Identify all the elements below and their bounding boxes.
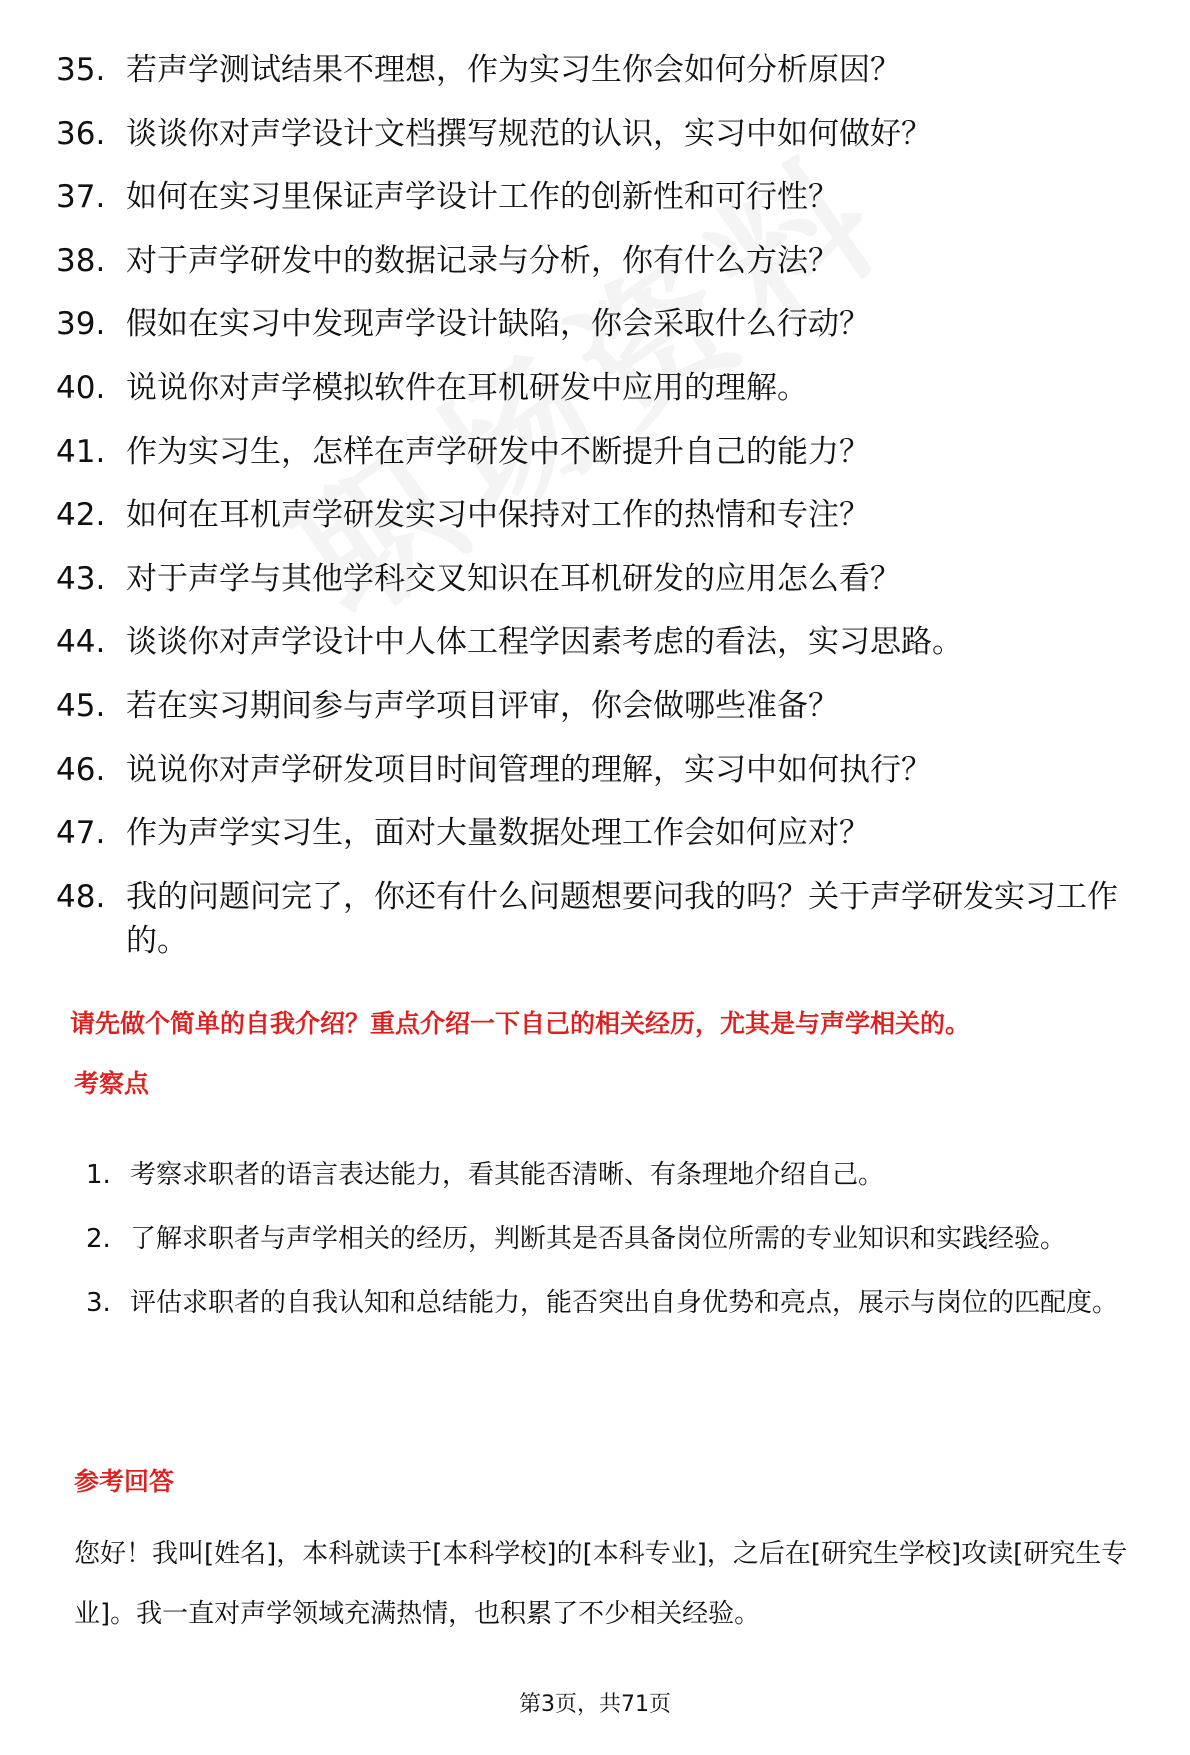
question-item [56, 239, 1156, 283]
point-text: 了解求职者与声学相关的经历，判断其是否具备岗位所需的专业知识和实践经验。 [130, 1224, 1067, 1254]
question-text: 谈谈你对声学设计中人体工程学因素考虑的看法，实习思路。 [126, 624, 963, 661]
point-number: 1. [86, 1160, 111, 1190]
point-number: 2. [86, 1224, 111, 1254]
assessment-point [86, 1146, 1166, 1204]
question-item [56, 366, 1156, 410]
question-item [56, 748, 1156, 792]
question-item [56, 493, 1156, 537]
question-item [56, 302, 1156, 346]
question-item [56, 430, 1156, 474]
question-number: 36. [56, 115, 106, 152]
point-text: 评估求职者的自我认知和总结能力，能否突出自身优势和亮点，展示与岗位的匹配度。 [130, 1288, 1119, 1318]
question-text: 说说你对声学模拟软件在耳机研发中应用的理解。 [126, 369, 808, 406]
question-text: 我的问题问完了，你还有什么问题想要问我的吗？关于声学研发实习工作的。 [126, 878, 1118, 959]
question-list [56, 48, 1156, 982]
assessment-points-heading: 考察点 [74, 1069, 150, 1098]
question-text: 对于声学研发中的数据记录与分析，你有什么方法？ [126, 242, 839, 279]
point-text: 考察求职者的语言表达能力，看其能否清晰、有条理地介绍自己。 [130, 1160, 885, 1190]
question-number: 39. [56, 306, 106, 343]
question-number: 43. [56, 560, 106, 597]
question-number: 44. [56, 624, 106, 661]
question-number: 35. [56, 52, 106, 88]
question-number: 46. [56, 751, 106, 788]
reference-answer-heading: 参考回答 [74, 1467, 175, 1496]
reference-answer-text: 您好！我叫[姓名]，本科就读于[本科学校]的[本科专业]，之后在[研究生学校]攻读[研究生专业]。我一直对声学领域充满热情，也积累了不少相关经验。 [74, 1539, 1128, 1629]
section-question-heading: 请先做个简单的自我介绍？重点介绍一下自己的相关经历，尤其是与声学相关的。 [70, 1009, 971, 1038]
point-number: 3. [86, 1288, 111, 1318]
assessment-point [86, 1210, 1166, 1268]
question-text: 对于声学与其他学科交叉知识在耳机研发的应用怎么看？ [126, 560, 901, 597]
question-number: 37. [56, 179, 106, 216]
question-number: 41. [56, 433, 106, 470]
question-item [56, 875, 1156, 963]
question-text: 若声学测试结果不理想，作为实习生你会如何分析原因？ [126, 52, 901, 88]
question-item [56, 48, 1156, 92]
page-footer: 第3页，共71页 [519, 1692, 671, 1717]
question-number: 42. [56, 497, 106, 534]
question-text: 若在实习期间参与声学项目评审，你会做哪些准备？ [126, 687, 839, 724]
question-item [56, 811, 1156, 855]
question-item [56, 557, 1156, 601]
question-item [56, 112, 1156, 156]
question-item [56, 175, 1156, 219]
assessment-points-list [86, 1146, 1166, 1338]
question-number: 48. [56, 878, 106, 915]
question-text: 说说你对声学研发项目时间管理的理解，实习中如何执行？ [126, 751, 932, 788]
question-number: 40. [56, 369, 106, 406]
question-text: 如何在耳机声学研发实习中保持对工作的热情和专注？ [126, 497, 870, 534]
assessment-point [86, 1274, 1166, 1332]
question-text: 谈谈你对声学设计文档撰写规范的认识，实习中如何做好？ [126, 115, 932, 152]
question-item [56, 684, 1156, 728]
question-text: 假如在实习中发现声学设计缺陷，你会采取什么行动？ [126, 306, 870, 343]
question-text: 如何在实习里保证声学设计工作的创新性和可行性？ [126, 179, 839, 216]
question-number: 38. [56, 242, 106, 279]
question-text: 作为声学实习生，面对大量数据处理工作会如何应对？ [126, 815, 870, 852]
question-item [56, 620, 1156, 664]
question-number: 47. [56, 815, 106, 852]
question-text: 作为实习生，怎样在声学研发中不断提升自己的能力？ [126, 433, 870, 470]
question-number: 45. [56, 687, 106, 724]
